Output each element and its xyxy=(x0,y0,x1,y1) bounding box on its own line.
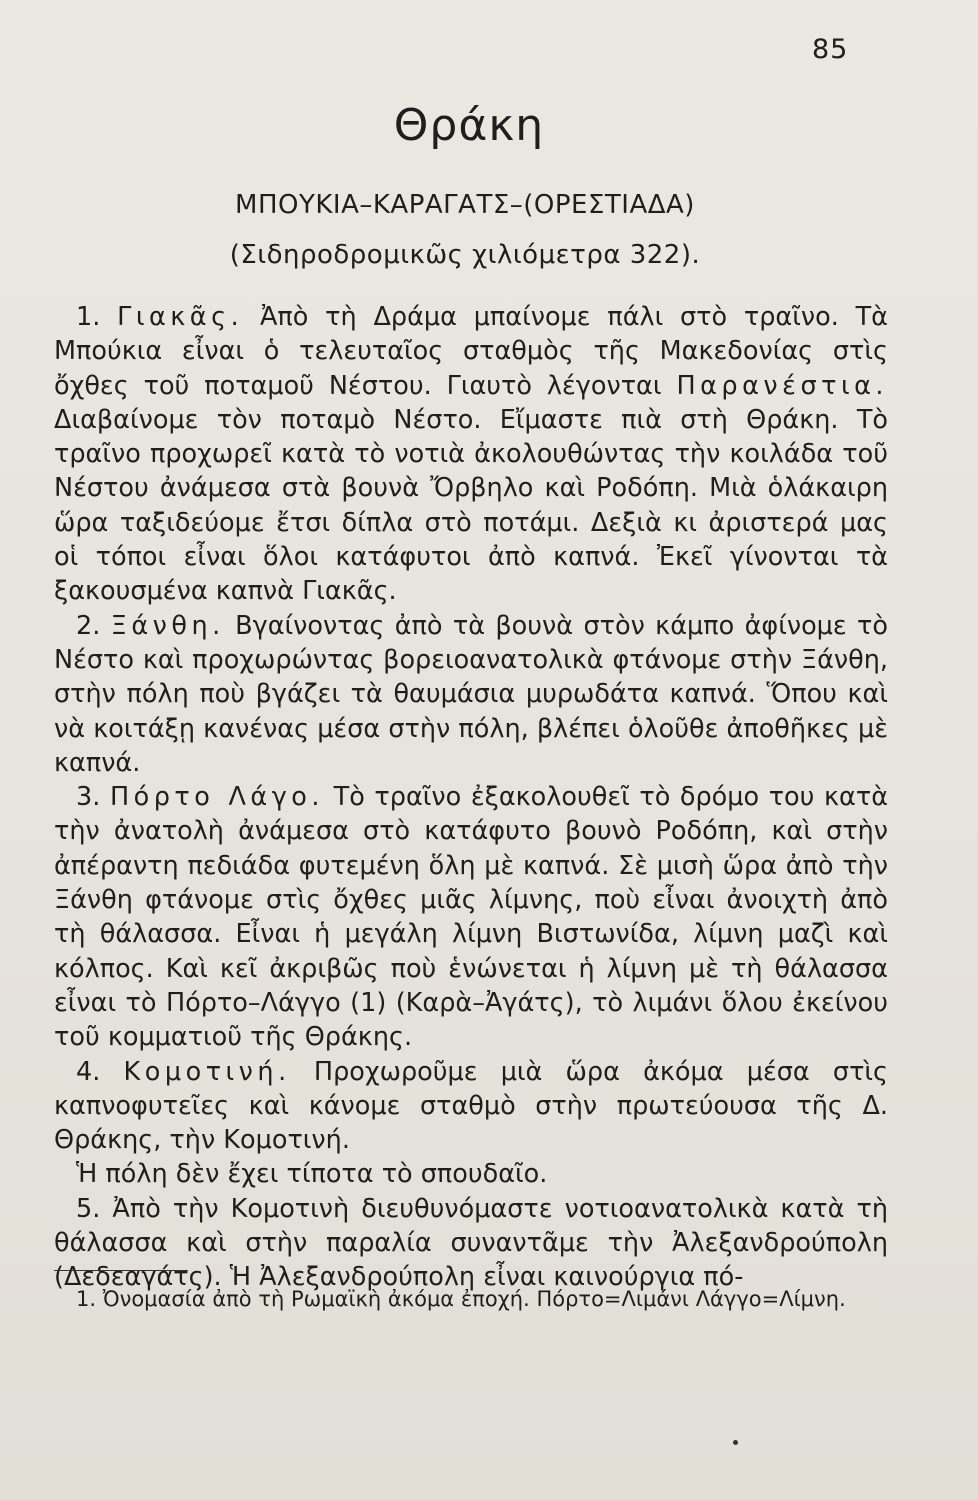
paragraph-text-tail: Διαβαίνομε τὸν ποταμὸ Νέστο. Εἴμαστε πιὰ στὴ Θράκη. Τὸ τραῖνο προχωρεῖ κατὰ τὸ νοτιὰ ἀκολουθώντας τὴν κοιλάδα τοῦ Νέστου ἀνάμεσα στὰ βουνὰ Ὄρβηλο καὶ Ροδόπη. Μιὰ ὁλάκαιρη ὥρα ταξιδεύομε ἔτσι δίπλα στὸ ποτάμι. Δεξιὰ κι ἀριστερά μας οἱ τόποι εἶναι ὅλοι κατάφυτοι ἀπὸ καπνά. Ἐκεῖ γίνονται τὰ ξακουσμένα καπνὰ Γιακᾶς. xyxy=(54,404,888,607)
route-subtitle: (Σιδηροδρομικῶς χιλιόμετρα 322). xyxy=(229,240,701,270)
paragraph-number: 2. xyxy=(76,610,101,641)
place-name-highlight: Παρανέστια. xyxy=(676,370,889,401)
paragraph-2 xyxy=(54,609,888,780)
paragraph-text: Προχωροῦμε μιὰ ὥρα ἀκόμα μέσα στὶς καπνοφυτεῖες καὶ κάνομε σταθμὸ στὴν πρωτεύουσα τῆς Δ. Θράκης, τὴν Κομοτινή. xyxy=(54,1056,889,1156)
paragraph-1 xyxy=(54,300,888,609)
chapter-title: Θράκη xyxy=(393,100,545,151)
place-name: Πόρτο Λάγο. xyxy=(109,782,325,813)
paragraph-number: 4. xyxy=(76,1056,101,1087)
ink-dot xyxy=(733,1440,738,1445)
place-name: Γιακᾶς. xyxy=(117,302,244,332)
paragraph-3 xyxy=(54,780,888,1054)
route-title: ΜΠΟΥΚΙΑ–ΚΑΡΑΓΑΤΣ–(ΟΡΕΣΤΙΑΔΑ) xyxy=(235,190,695,220)
page-number: 85 xyxy=(812,34,849,65)
paragraph-text: Ἀπὸ τὴ Δράμα μπαίνομε πάλι στὸ τραῖνο. Τὰ Μπούκια εἶναι ὁ τελευταῖος σταθμὸς τῆς Μακεδονίας στὶς ὄχθες τοῦ ποταμοῦ Νέστου. Γιαυτὸ λέγονται xyxy=(54,302,888,401)
place-name: Ξάνθη. xyxy=(110,610,225,641)
paragraph-text: Ἀπὸ τὴν Κομοτινὴ διευθυνόμαστε νοτιοανατολικὰ κατὰ τὴ θάλασσα καὶ στὴν παραλία συναντᾶμε τὴν Ἀλεξανδρούπολη (Δεδεαγάτς). Ἡ Ἀλεξανδρούπολη εἶναι καινούργια πό- xyxy=(54,1193,888,1293)
paragraph-5 xyxy=(54,1192,888,1295)
paragraph-number: 5. xyxy=(76,1193,101,1224)
paragraph-text: Βγαίνοντας ἀπὸ τὰ βουνὰ στὸν κάμπο ἀφίνομε τὸ Νέστο καὶ προχωρώντας βορειοανατολικὰ φτάνομε στὴν Ξάνθη, στὴν πόλη ποὺ βγάζει τὰ θαυμάσια μυρωδάτα καπνά. Ὅπου καὶ νὰ κοιτάξῃ κανένας μέσα στὴν πόλη, βλέπει ὁλοῦθε ἀποθῆκες μὲ καπνά. xyxy=(54,610,889,778)
footnote-rule xyxy=(54,1270,188,1271)
paragraph-text: Τὸ τραῖνο ἐξακολουθεῖ τὸ δρόμο του κατὰ τὴν ἀνατολὴ ἀνάμεσα στὸ κατάφυτο βουνὸ Ροδόπη, καὶ στὴν ἀπέραντη πεδιάδα φυτεμένη ὅλη μὲ καπνά. Σὲ μισὴ ὥρα ἀπὸ τὴν Ξάνθη φτάνομε στὶς ὄχθες μιᾶς λίμνης, ποὺ εἶναι ἀνοιχτὴ ἀπὸ τὴ θάλασσα. Εἶναι ἡ μεγάλη λίμνη Βιστωνίδα, λίμνη μαζὶ καὶ κόλπος. Καὶ κεῖ ἀκριβῶς ποὺ ἑνώνεται ἡ λίμνη μὲ τὴ θάλασσα εἶναι τὸ Πόρτο–Λάγγο (1) (Καρὰ–Ἀγάτς), τὸ λιμάνι ὅλου ἐκείνου τοῦ κομματιοῦ τῆς Θράκης. xyxy=(54,782,889,1053)
paragraph-4b xyxy=(54,1157,888,1191)
body-text xyxy=(54,300,888,1295)
paragraph-text: Ἡ πόλη δὲν ἔχει τίποτα τὸ σπουδαῖο. xyxy=(76,1159,548,1190)
paragraph-number: 3. xyxy=(76,782,101,813)
footnote: 1. Ὀνομασία ἀπὸ τὴ Ρωμαϊκὴ ἀκόμα ἐποχή. Πόρτο=Λιμάνι Λάγγο=Λίμνη. xyxy=(76,1287,846,1311)
place-name: Κομοτινή. xyxy=(123,1056,291,1087)
paragraph-number: 1. xyxy=(76,302,101,332)
paragraph-4 xyxy=(54,1055,888,1158)
